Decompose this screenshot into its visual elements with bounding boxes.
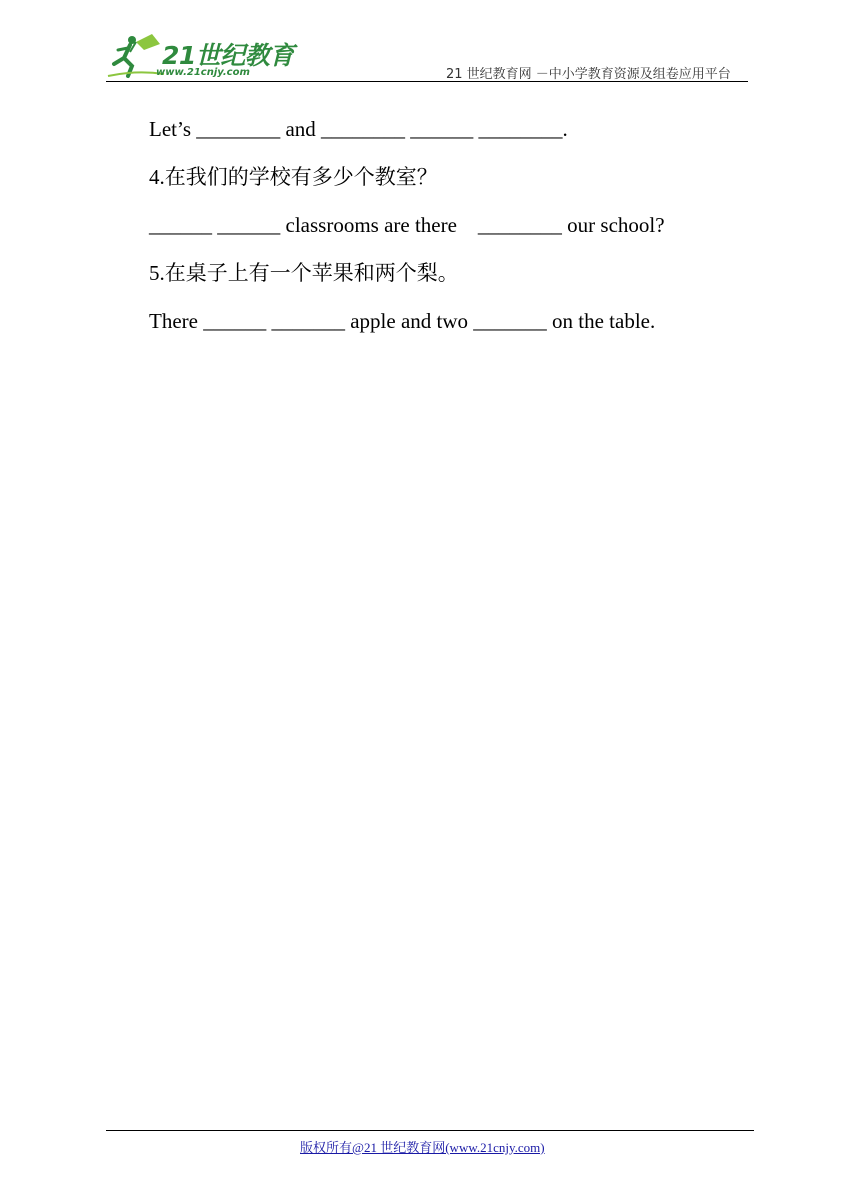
exercise-line-1: Let’s ________ and ________ ______ ________. xyxy=(149,117,568,141)
logo-url: www.21cnjy.com xyxy=(156,67,250,78)
header-divider xyxy=(106,81,748,82)
site-logo[interactable] xyxy=(106,30,294,82)
footer-copyright-link[interactable]: 版权所有@21 世纪教育网(www.21cnjy.com) xyxy=(300,1140,545,1155)
page-header xyxy=(0,0,861,90)
question-4: 4.在我们的学校有多少个教室？ xyxy=(149,165,438,189)
question-5: 5.在桌子上有一个苹果和两个梨。 xyxy=(149,261,459,285)
footer-divider xyxy=(106,1130,754,1131)
exercise-line-5: There ______ _______ apple and two _______ on the table. xyxy=(149,309,656,333)
site-title: 21 世纪教育网 －中小学教育资源及组卷应用平台 xyxy=(446,67,731,82)
logo-text: 21世纪教育 xyxy=(162,41,294,70)
exercise-line-4: ______ ______ classrooms are there ________ our school? xyxy=(149,213,665,237)
